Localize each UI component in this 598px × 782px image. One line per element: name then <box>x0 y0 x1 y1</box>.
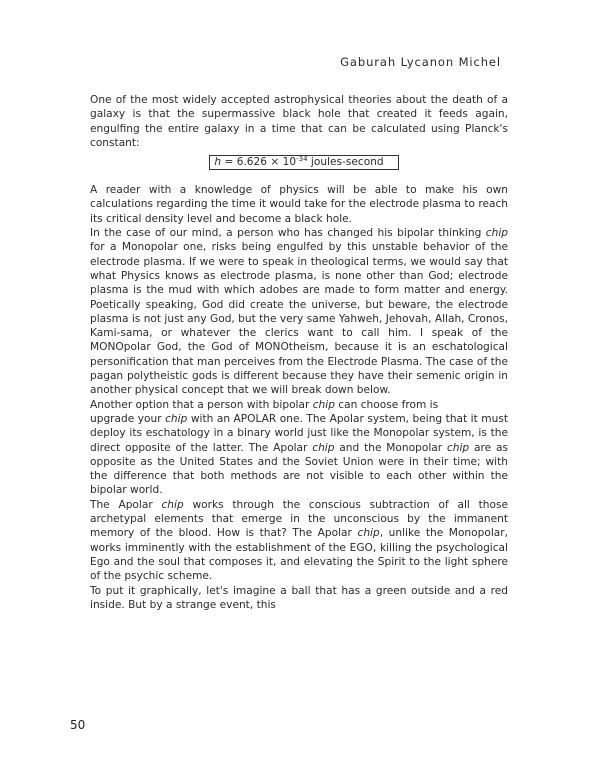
text-run: works through the conscious subtraction of all those archetypal elements that emerge in the unconscious by the immanent memory of the blood. How is that? The Apolar <box>90 498 508 540</box>
text-run: upgrade your <box>90 412 166 425</box>
running-header-author: Gaburah Lycanon Michel <box>340 55 501 69</box>
text-run: The Apolar <box>90 498 162 511</box>
text-run: with an APOLAR one. The Apolar system, being that it must deploy its eschatology in a binary world just like the Monopolar system, is the direct opposite of the latter. The Apolar <box>90 412 508 454</box>
text-run: are as opposite as the United States and the Soviet Union were in their time; with the difference that both methods are not visible to each other within the bipolar world. <box>90 441 508 497</box>
text-run: , unlike the Monopolar, works imminently with the establishment of the EGO, killing the psychological Ego and the soul that composes it, and elevating the Spirit to the light sphere of the psychic scheme. <box>90 527 508 583</box>
formula-variable: h <box>214 156 222 169</box>
text-run: Another option that a person with bipolar <box>90 398 313 411</box>
text-run: can choose from is <box>334 398 439 411</box>
italic-term: chip <box>312 398 335 411</box>
formula-value: = 6.626 × 10 <box>221 156 297 169</box>
text-run: In the case of our mind, a person who has changed his bipolar thinking <box>90 227 486 240</box>
paragraph-monopolar-mind <box>90 226 508 398</box>
paragraph-apolar-upgrade <box>90 412 508 498</box>
page-body <box>90 93 508 612</box>
formula-unit: joules-second <box>307 156 384 169</box>
paragraph-another-option <box>90 398 508 412</box>
italic-term: chip <box>485 227 508 240</box>
paragraph-apolar-chip <box>90 498 508 584</box>
italic-term: chip <box>357 527 380 540</box>
page-number: 50 <box>70 718 86 732</box>
text-run: and the Monopolar <box>334 441 447 454</box>
italic-term: chip <box>312 441 335 454</box>
text-run: for a Monopolar one, risks being engulfed by this unstable behavior of the electrode plasma. If we were to speak in theological terms, we would say that what Physics knows as electrode plasma, is none other than God; electrode plasma is the mud with which adobes are made to form matter and energy. Poetically speaking, God did create the universe, but beware, the electrode plasma is not just any God, but the very same Yahweh, Jehovah, Allah, Cronos, Kami-sama, or whatever the clerics want to call him. I speak of the MONOpolar God, the God of MONOtheism, because it is an eschatological personification that man perceives from the Electrode Plasma. The case of the pagan polytheistic gods is different because they have their semenic origin in another physical concept that we will break down below. <box>90 241 508 397</box>
italic-term: chip <box>165 412 188 425</box>
italic-term: chip <box>161 498 184 511</box>
formula-exponent: -34 <box>296 155 308 164</box>
planck-constant-formula <box>209 155 398 170</box>
paragraph-ball-analogy: To put it graphically, let's imagine a ball that has a green outside and a red inside. But by a strange event, this <box>90 584 508 611</box>
paragraph-galaxy-death: One of the most widely accepted astrophysical theories about the death of a galaxy is that the supermassive black hole that created it feeds again, engulfing the entire galaxy in a time that can be calculated using Planck's constant: <box>90 94 508 149</box>
italic-term: chip <box>446 441 470 454</box>
paragraph-physics-reader: A reader with a knowledge of physics will be able to make his own calculations regarding the time it would take for the electrode plasma to reach its critical density level and become a black hole. <box>90 184 509 225</box>
formula-container <box>90 155 508 170</box>
